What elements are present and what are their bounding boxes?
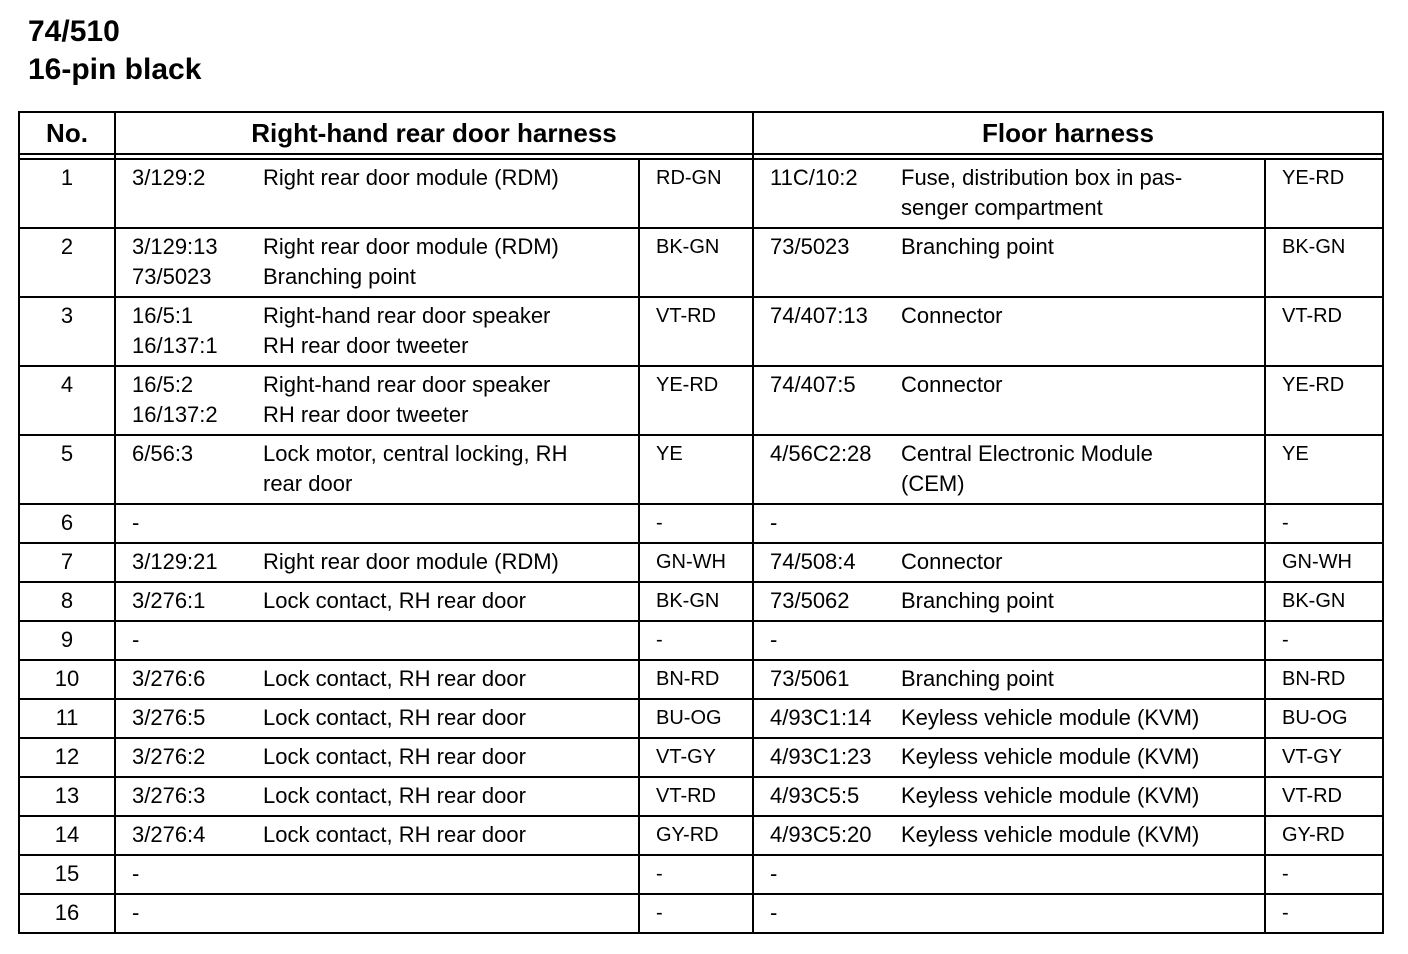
table-row	[19, 699, 1383, 738]
left-descriptions	[257, 297, 639, 366]
left-descriptions	[257, 777, 639, 816]
table-row	[19, 816, 1383, 855]
right-codes	[753, 159, 895, 228]
left-description-line: Lock contact, RH rear door	[263, 705, 526, 730]
right-wire-color: -	[1265, 855, 1383, 894]
right-code-line: 4/56C2:28	[770, 441, 872, 466]
right-wire-color: VT-GY	[1265, 738, 1383, 777]
right-codes	[753, 297, 895, 366]
left-code-line: 73/5023	[132, 264, 212, 289]
left-wire-color: BN-RD	[639, 660, 753, 699]
left-descriptions	[257, 543, 639, 582]
pin-number: 14	[19, 816, 115, 855]
left-code-line: 3/276:3	[132, 783, 206, 808]
right-code-line: 74/407:13	[770, 303, 868, 328]
right-codes	[753, 816, 895, 855]
left-wire-color: -	[639, 894, 753, 933]
left-code-line: -	[132, 510, 140, 535]
right-wire-color: VT-RD	[1265, 297, 1383, 366]
pin-number: 4	[19, 366, 115, 435]
right-wire-color: GY-RD	[1265, 816, 1383, 855]
right-description-line: Connector	[901, 303, 1003, 328]
left-wire-color: GY-RD	[639, 816, 753, 855]
right-description-line: Fuse, distribution box in pas-	[901, 165, 1183, 190]
pin-number: 8	[19, 582, 115, 621]
right-code-line: -	[770, 510, 778, 535]
right-description-line: Keyless vehicle module (KVM)	[901, 705, 1200, 730]
right-descriptions	[895, 159, 1265, 228]
right-descriptions	[895, 543, 1265, 582]
right-code-line: 73/5023	[770, 234, 850, 259]
left-wire-color: VT-GY	[639, 738, 753, 777]
left-codes	[115, 738, 257, 777]
right-description-line: Keyless vehicle module (KVM)	[901, 822, 1200, 847]
right-descriptions	[895, 435, 1265, 504]
table-row	[19, 660, 1383, 699]
right-description-line: Central Electronic Module	[901, 441, 1153, 466]
pin-number: 11	[19, 699, 115, 738]
right-description-line: Branching point	[901, 666, 1054, 691]
right-descriptions	[895, 297, 1265, 366]
connector-description: 16-pin black	[28, 53, 202, 86]
left-codes	[115, 159, 257, 228]
left-code-line: 3/276:1	[132, 588, 206, 613]
left-wire-color: -	[639, 855, 753, 894]
header-no: No.	[19, 112, 115, 154]
right-codes	[753, 435, 895, 504]
left-code-line: 16/5:2	[132, 372, 194, 397]
left-description-line: Right-hand rear door speaker	[263, 303, 551, 328]
left-description-line: rear door	[263, 471, 353, 496]
left-descriptions	[257, 159, 639, 228]
left-codes	[115, 894, 257, 933]
right-code-line: 4/93C5:5	[770, 783, 860, 808]
right-codes	[753, 894, 895, 933]
right-codes	[753, 543, 895, 582]
right-description-line: Keyless vehicle module (KVM)	[901, 744, 1200, 769]
table-row	[19, 582, 1383, 621]
right-code-line: 73/5062	[770, 588, 850, 613]
left-wire-color: -	[639, 504, 753, 543]
right-wire-color: YE	[1265, 435, 1383, 504]
left-descriptions	[257, 699, 639, 738]
right-codes	[753, 660, 895, 699]
left-wire-color: BK-GN	[639, 228, 753, 297]
right-wire-color: GN-WH	[1265, 543, 1383, 582]
left-descriptions	[257, 621, 639, 660]
table-row	[19, 894, 1383, 933]
right-wire-color: BK-GN	[1265, 228, 1383, 297]
right-wire-color: -	[1265, 894, 1383, 933]
right-code-line: -	[770, 627, 778, 652]
left-descriptions	[257, 738, 639, 777]
right-descriptions	[895, 621, 1265, 660]
left-description-line: Lock contact, RH rear door	[263, 744, 526, 769]
right-wire-color: YE-RD	[1265, 366, 1383, 435]
left-codes	[115, 543, 257, 582]
header-right-harness: Floor harness	[753, 112, 1383, 154]
right-descriptions	[895, 738, 1265, 777]
left-wire-color: -	[639, 621, 753, 660]
left-code-line: 16/137:2	[132, 402, 218, 427]
right-wire-color: VT-RD	[1265, 777, 1383, 816]
left-description-line: Lock motor, central locking, RH	[263, 441, 568, 466]
right-descriptions	[895, 228, 1265, 297]
connector-id: 74/510	[28, 15, 120, 48]
right-code-line: 73/5061	[770, 666, 850, 691]
right-wire-color: BK-GN	[1265, 582, 1383, 621]
table-row	[19, 366, 1383, 435]
pin-number: 15	[19, 855, 115, 894]
pin-number: 5	[19, 435, 115, 504]
left-codes	[115, 699, 257, 738]
left-descriptions	[257, 504, 639, 543]
left-description-line: Lock contact, RH rear door	[263, 822, 526, 847]
right-codes	[753, 366, 895, 435]
right-descriptions	[895, 894, 1265, 933]
left-wire-color: BU-OG	[639, 699, 753, 738]
left-code-line: -	[132, 861, 140, 886]
left-wire-color: YE-RD	[639, 366, 753, 435]
right-codes	[753, 228, 895, 297]
right-code-line: 4/93C1:14	[770, 705, 872, 730]
pin-number: 13	[19, 777, 115, 816]
left-code-line: 3/129:21	[132, 549, 218, 574]
pin-number: 10	[19, 660, 115, 699]
left-descriptions	[257, 894, 639, 933]
left-codes	[115, 621, 257, 660]
left-codes	[115, 855, 257, 894]
pin-number: 1	[19, 159, 115, 228]
left-codes	[115, 660, 257, 699]
left-description-line: Lock contact, RH rear door	[263, 666, 526, 691]
table-row	[19, 621, 1383, 660]
right-wire-color: -	[1265, 621, 1383, 660]
left-code-line: 16/5:1	[132, 303, 194, 328]
left-description-line: RH rear door tweeter	[263, 333, 469, 358]
right-codes	[753, 582, 895, 621]
pin-rows	[19, 159, 1383, 933]
left-description-line: Right-hand rear door speaker	[263, 372, 551, 397]
right-descriptions	[895, 504, 1265, 543]
right-code-line: 4/93C1:23	[770, 744, 872, 769]
left-description-line: RH rear door tweeter	[263, 402, 469, 427]
left-code-line: 6/56:3	[132, 441, 194, 466]
right-description-line: Branching point	[901, 588, 1054, 613]
left-code-line: 3/276:6	[132, 666, 206, 691]
left-code-line: 3/276:5	[132, 705, 206, 730]
left-description-line: Right rear door module (RDM)	[263, 234, 559, 259]
pin-number: 6	[19, 504, 115, 543]
table-row	[19, 228, 1383, 297]
right-codes	[753, 504, 895, 543]
right-descriptions	[895, 855, 1265, 894]
right-wire-color: BN-RD	[1265, 660, 1383, 699]
right-codes	[753, 738, 895, 777]
right-description-line: Branching point	[901, 234, 1054, 259]
pin-number: 7	[19, 543, 115, 582]
right-code-line: 11C/10:2	[770, 165, 858, 190]
left-wire-color: GN-WH	[639, 543, 753, 582]
right-codes	[753, 777, 895, 816]
right-descriptions	[895, 816, 1265, 855]
left-wire-color: VT-RD	[639, 297, 753, 366]
left-codes	[115, 582, 257, 621]
left-codes	[115, 777, 257, 816]
table-row	[19, 297, 1383, 366]
right-descriptions	[895, 660, 1265, 699]
left-code-line: -	[132, 900, 140, 925]
right-codes	[753, 621, 895, 660]
right-description-line: Connector	[901, 372, 1003, 397]
table-row	[19, 777, 1383, 816]
right-codes	[753, 855, 895, 894]
left-code-line: 3/129:13	[132, 234, 218, 259]
table-row	[19, 159, 1383, 228]
left-wire-color: RD-GN	[639, 159, 753, 228]
left-code-line: 3/276:2	[132, 744, 206, 769]
left-descriptions	[257, 855, 639, 894]
pin-number: 2	[19, 228, 115, 297]
pin-table	[18, 111, 1384, 934]
left-descriptions	[257, 660, 639, 699]
left-codes	[115, 228, 257, 297]
table-row	[19, 504, 1383, 543]
left-descriptions	[257, 228, 639, 297]
right-descriptions	[895, 582, 1265, 621]
table-row	[19, 738, 1383, 777]
header-left-harness: Right-hand rear door harness	[115, 112, 753, 154]
pin-number: 9	[19, 621, 115, 660]
right-description-line: Keyless vehicle module (KVM)	[901, 783, 1200, 808]
left-codes	[115, 435, 257, 504]
left-codes	[115, 297, 257, 366]
left-descriptions	[257, 582, 639, 621]
table-row	[19, 435, 1383, 504]
left-descriptions	[257, 366, 639, 435]
left-code-line: 3/129:2	[132, 165, 206, 190]
right-code-line: -	[770, 861, 778, 886]
right-wire-color: BU-OG	[1265, 699, 1383, 738]
right-code-line: 74/407:5	[770, 372, 856, 397]
left-description-line: Right rear door module (RDM)	[263, 165, 559, 190]
right-wire-color: -	[1265, 504, 1383, 543]
right-descriptions	[895, 366, 1265, 435]
pin-number: 12	[19, 738, 115, 777]
left-codes	[115, 816, 257, 855]
right-wire-color: YE-RD	[1265, 159, 1383, 228]
right-descriptions	[895, 699, 1265, 738]
right-descriptions	[895, 777, 1265, 816]
left-codes	[115, 366, 257, 435]
right-description-line: senger compartment	[901, 195, 1103, 220]
table-row	[19, 543, 1383, 582]
left-description-line: Lock contact, RH rear door	[263, 588, 526, 613]
table-row	[19, 855, 1383, 894]
left-descriptions	[257, 816, 639, 855]
header-row	[19, 112, 1383, 154]
left-code-line: -	[132, 627, 140, 652]
left-code-line: 16/137:1	[132, 333, 218, 358]
left-description-line: Right rear door module (RDM)	[263, 549, 559, 574]
right-code-line: 4/93C5:20	[770, 822, 872, 847]
left-codes	[115, 504, 257, 543]
right-code-line: 74/508:4	[770, 549, 856, 574]
pin-number: 3	[19, 297, 115, 366]
right-code-line: -	[770, 900, 778, 925]
left-description-line: Lock contact, RH rear door	[263, 783, 526, 808]
left-wire-color: BK-GN	[639, 582, 753, 621]
right-codes	[753, 699, 895, 738]
right-description-line: Connector	[901, 549, 1003, 574]
left-wire-color: YE	[639, 435, 753, 504]
left-descriptions	[257, 435, 639, 504]
left-description-line: Branching point	[263, 264, 416, 289]
left-code-line: 3/276:4	[132, 822, 206, 847]
left-wire-color: VT-RD	[639, 777, 753, 816]
pin-number: 16	[19, 894, 115, 933]
right-description-line: (CEM)	[901, 471, 965, 496]
